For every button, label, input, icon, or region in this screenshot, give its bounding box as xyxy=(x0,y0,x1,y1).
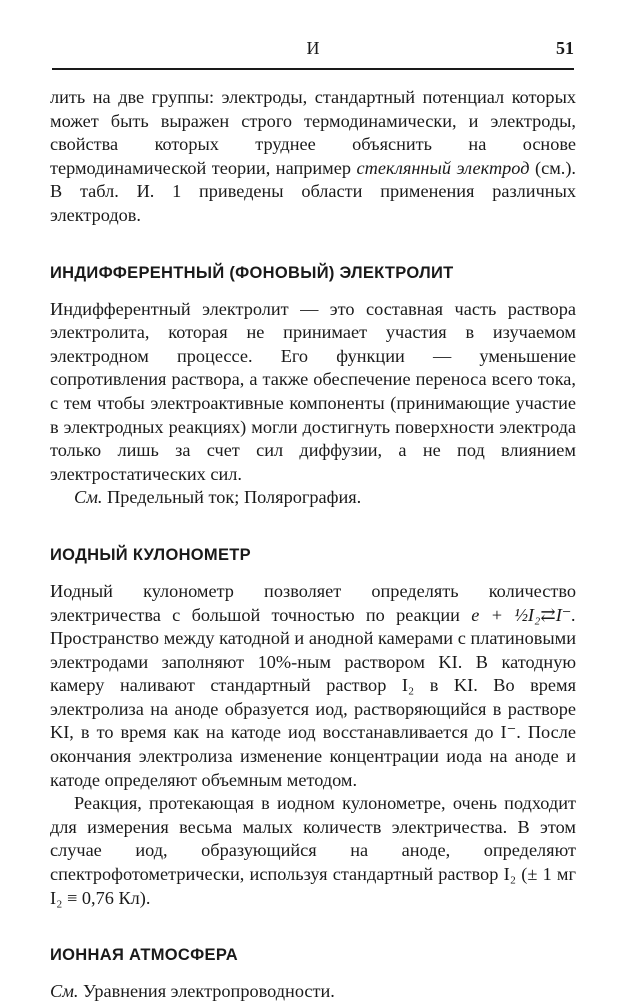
cross-reference: стеклянный электрод xyxy=(356,157,530,178)
section-letter: И xyxy=(306,38,320,58)
see-text: Уравнения электропроводности. xyxy=(78,981,335,1002)
see-label: См. xyxy=(50,981,79,1002)
entry-paragraph: Иодный кулонометр позволяет определять количество электричества с большой точностью по реакции e + ½I₂⇄I⁻. Пространство между катодной и анодной камерами с платиновыми электродами заполняют 10%-ным раствором KI. В катодную камеру наливают стандартный раствор I₂ в KI. Во время электролиза на аноде образуется иод, растворяющийся в растворе KI, в то время как на катоде иод восстанавливается до I⁻. После окончания электролиза изменение концентрации иода на аноде и катоде определяют объемным методом. xyxy=(50,580,576,790)
entry-heading-indifferent-electrolyte: ИНДИФФЕРЕНТНЫЙ (ФОНОВЫЙ) ЭЛЕКТРОЛИТ xyxy=(50,263,454,282)
entry-heading-ionic-atmosphere: ИОННАЯ АТМОСФЕРА xyxy=(50,946,238,965)
page-number: 51 xyxy=(556,38,574,58)
see-also xyxy=(50,980,576,1004)
see-text: Предельный ток; Полярография. xyxy=(102,487,362,508)
continued-paragraph: лить на две группы: электроды, стандартный потенциал которых может быть выражен строго термодинамически, и электроды, свойства которых труднее объяснить на основе термодинамической теории, например стеклянный электрод (см.). В табл. И. 1 приведены области применения различных электродов. xyxy=(50,87,576,225)
entry-paragraph: Реакция, протекающая в иодном кулонометре, очень подходит для измерения весьма малых количеств электричества. В этом случае иод, образующийся на аноде, определяют спектрофотометрически, используя стандартный раствор I₂ (± 1 мг I₂ ≡ 0,76 Кл). xyxy=(50,793,576,908)
see-label: См. xyxy=(74,487,103,508)
page-body xyxy=(50,86,576,1004)
see-also xyxy=(50,486,576,510)
entry-paragraph: Индифферентный электролит — это составная часть раствора электролита, которая не принимает участия в изучаемом электродном процессе. Его функции — уменьшение сопротивления раствора, а также обеспечение переноса всего тока, с тем чтобы электроактивные компоненты (принимающие участие в электродных реакциях) могли достигнуть поверхности электрода только лишь за счет сил диффузии, а не под влиянием электростатических сил. xyxy=(50,298,576,484)
page-header xyxy=(50,38,576,72)
entry-heading-iodine-coulometer: ИОДНЫЙ КУЛОНОМЕТР xyxy=(50,545,251,564)
header-rule xyxy=(52,68,574,70)
reaction-formula: e + ½I₂⇄I⁻. xyxy=(471,604,576,625)
